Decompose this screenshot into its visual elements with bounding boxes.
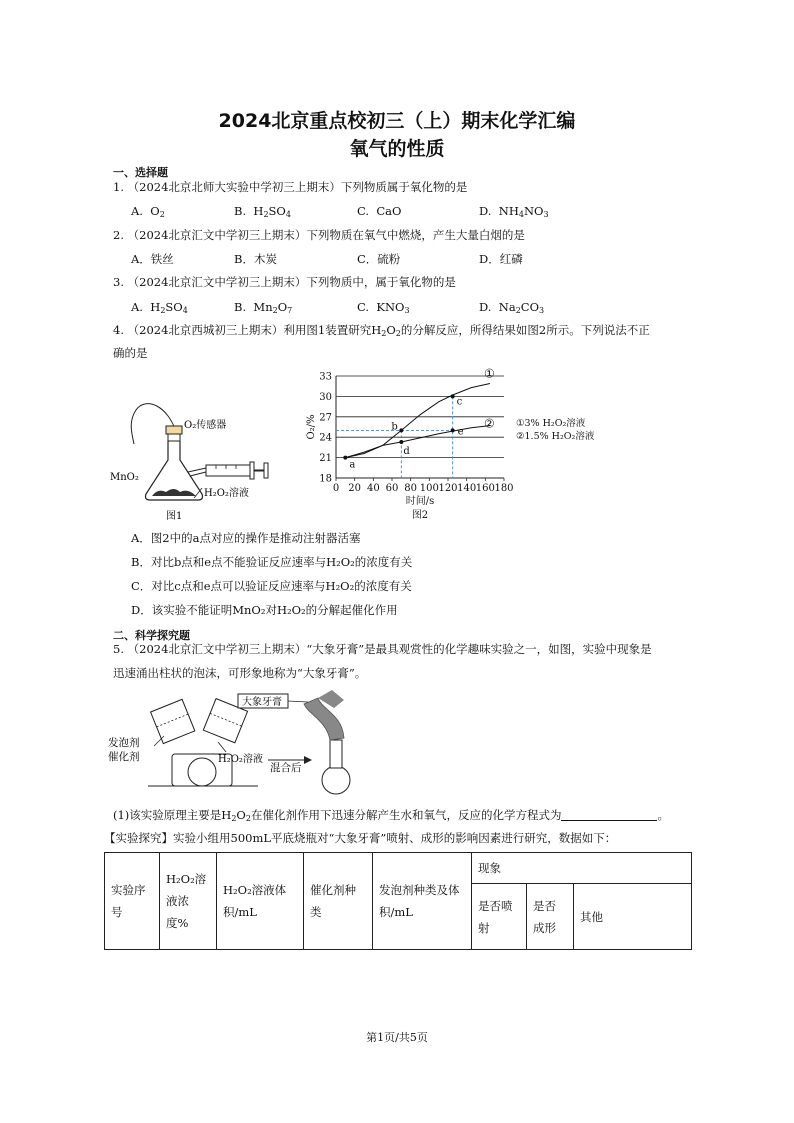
page-footer: 第1页/共5页 bbox=[366, 1031, 428, 1044]
q1-option-c: C. CaO bbox=[357, 204, 402, 218]
q1-option-d: D. $NH_4NO_3$ bbox=[479, 204, 549, 219]
y-tick-label: 24 bbox=[319, 432, 332, 444]
x-tick-label: 120 bbox=[438, 483, 458, 494]
x-tick-label: 40 bbox=[366, 483, 380, 494]
y-tick-label: 18 bbox=[319, 473, 332, 485]
y-tick-label: 30 bbox=[319, 391, 332, 403]
data-point-b bbox=[399, 428, 403, 432]
fig5-mixed-label: 混合后 bbox=[270, 762, 302, 774]
question-text: （2024北京北师大实验中学初三上期末）下列物质属于氧化物的是 bbox=[127, 180, 468, 194]
x-tick-label: 80 bbox=[404, 483, 418, 494]
header-other: 其他 bbox=[574, 884, 692, 950]
data-point-label: d bbox=[403, 445, 410, 457]
header-vol: H₂O₂溶液体积/mL bbox=[217, 853, 304, 950]
y-tick-label: 21 bbox=[319, 453, 332, 465]
header-no: 实验序号 bbox=[105, 853, 160, 950]
fig5-catalyst-label: 催化剂 bbox=[108, 751, 140, 763]
series-line-1 bbox=[345, 384, 490, 458]
question-number: 3. bbox=[113, 275, 124, 289]
x-axis-label: 时间/s bbox=[405, 496, 435, 507]
data-point-label: b bbox=[391, 421, 398, 433]
q2-option-d: D．红磷 bbox=[479, 252, 523, 266]
x-tick-label: 20 bbox=[348, 483, 362, 494]
fig1-mno2-label: MnO₂ bbox=[110, 472, 139, 483]
series-marker-label: ① bbox=[484, 366, 495, 381]
question-1 bbox=[113, 180, 467, 194]
explore-tag: 【实验探究】 bbox=[104, 831, 173, 845]
figure-elephant-toothpaste bbox=[108, 690, 368, 800]
question-text: （2024北京汇文中学初三上期末）下列物质在氧气中燃烧，产生大量白烟的是 bbox=[127, 228, 525, 242]
answer-blank[interactable] bbox=[561, 809, 657, 821]
legend-entry: ②1.5% H₂O₂溶液 bbox=[516, 431, 595, 442]
question-text: （2024北京汇文中学初三上期末）“大象牙膏”是最具观赏性的化学趣味实验之一，如图，实验中现象是 bbox=[127, 642, 652, 656]
q4-option-b: B．对比b点和e点不能验证反应速率与H₂O₂的浓度有关 bbox=[131, 555, 413, 569]
fig5-solution-label: H₂O₂溶液 bbox=[218, 754, 263, 765]
data-point-label: c bbox=[456, 396, 463, 408]
question-4-continued: 确的是 bbox=[113, 346, 148, 360]
header-shape: 是否成形 bbox=[527, 884, 574, 950]
header-spray: 是否喷射 bbox=[472, 884, 527, 950]
question-5-continued: 迅速涌出柱状的泡沫，可形象地称为“大象牙膏”。 bbox=[113, 666, 367, 680]
fig1-caption: 图1 bbox=[166, 511, 183, 522]
header-conc: H₂O₂溶液浓度% bbox=[160, 853, 217, 950]
question-4 bbox=[113, 323, 650, 337]
x-tick-label: 60 bbox=[385, 483, 399, 494]
q5-explore bbox=[104, 831, 616, 845]
y-axis-label: O₂/% bbox=[306, 414, 317, 440]
legend-entry: ①3% H₂O₂溶液 bbox=[516, 418, 586, 429]
figure-1-apparatus bbox=[108, 376, 278, 526]
section-heading-choice: 一、选择题 bbox=[113, 166, 168, 179]
data-point-label: a bbox=[349, 459, 356, 471]
header-foam: 发泡剂种类及体积/mL bbox=[373, 853, 472, 950]
q5-sub-1: (1)该实验原理主要是$H_2O_2$在催化剂作用下迅速分解产生水和氧气，反应的化学方程式为 。 bbox=[113, 808, 669, 823]
x-tick-label: 100 bbox=[419, 483, 439, 494]
fig1-sensor-label: O₂传感器 bbox=[184, 420, 227, 431]
question-text: （2024北京汇文中学初三上期末）下列物质中，属于氧化物的是 bbox=[127, 275, 456, 289]
question-2 bbox=[113, 228, 525, 242]
x-tick-label: 0 bbox=[332, 483, 340, 494]
q2-option-c: C．硫粉 bbox=[357, 252, 401, 266]
experiment-table bbox=[104, 852, 692, 950]
header-phenomenon: 现象 bbox=[472, 853, 692, 884]
q3-option-d: D. $Na_2CO_3$ bbox=[479, 300, 545, 315]
explore-text: 实验小组用500mL平底烧瓶对“大象牙膏”喷射、成形的影响因素进行研究，数据如下： bbox=[173, 831, 617, 845]
data-point-c bbox=[451, 394, 455, 398]
question-text: （2024北京西城初三上期末）利用图1装置研究$H_2O_2$的分解反应，所得结果如图2所示。下列说法不正 bbox=[127, 323, 650, 338]
q3-option-a: A. $H_2SO_4$ bbox=[131, 300, 188, 315]
question-3 bbox=[113, 275, 456, 289]
q4-option-d: D．该实验不能证明MnO₂对H₂O₂的分解起催化作用 bbox=[131, 603, 398, 617]
figure-2-chart bbox=[296, 364, 626, 524]
q3-option-b: B. $Mn_2O_7$ bbox=[234, 300, 293, 315]
x-tick-label: 140 bbox=[457, 483, 477, 494]
q2-option-a: A．铁丝 bbox=[131, 252, 174, 266]
data-point-e bbox=[451, 428, 455, 432]
y-tick-label: 27 bbox=[319, 412, 332, 424]
page-title: 2024北京重点校初三（上）期末化学汇编 bbox=[218, 110, 576, 132]
y-tick-label: 33 bbox=[319, 371, 332, 383]
q1-option-b: B. $H_2SO_4$ bbox=[234, 204, 291, 219]
fig5-foam-label: 发泡剂 bbox=[108, 737, 140, 749]
q2-option-b: B．木炭 bbox=[234, 252, 277, 266]
fig1-solution-label: H₂O₂溶液 bbox=[204, 488, 249, 499]
data-point-a bbox=[343, 456, 347, 460]
q4-option-a: A．图2中的a点对应的操作是推动注射器活塞 bbox=[131, 531, 361, 545]
q4-option-c: C．对比c点和e点可以验证反应速率与H₂O₂的浓度有关 bbox=[131, 579, 412, 593]
chart-caption: 图2 bbox=[411, 510, 429, 521]
data-point-d bbox=[399, 440, 403, 444]
series-marker-label: ② bbox=[484, 416, 495, 431]
question-5 bbox=[113, 642, 652, 656]
q3-option-c: C. $KNO_3$ bbox=[357, 300, 410, 315]
header-cat: 催化剂种类 bbox=[304, 853, 373, 950]
question-number: 5. bbox=[113, 642, 124, 656]
question-number: 1. bbox=[113, 180, 124, 194]
question-number: 2. bbox=[113, 228, 124, 242]
x-tick-label: 180 bbox=[494, 483, 514, 494]
page-subtitle: 氧气的性质 bbox=[349, 138, 445, 160]
section-heading-inquiry: 二、科学探究题 bbox=[113, 629, 190, 642]
x-tick-label: 160 bbox=[475, 483, 495, 494]
q1-option-a: A. $O_2$ bbox=[131, 204, 165, 219]
fig5-toothpaste-label: 大象牙膏 bbox=[242, 697, 282, 708]
data-point-label: e bbox=[457, 426, 464, 438]
question-number: 4. bbox=[113, 323, 124, 337]
